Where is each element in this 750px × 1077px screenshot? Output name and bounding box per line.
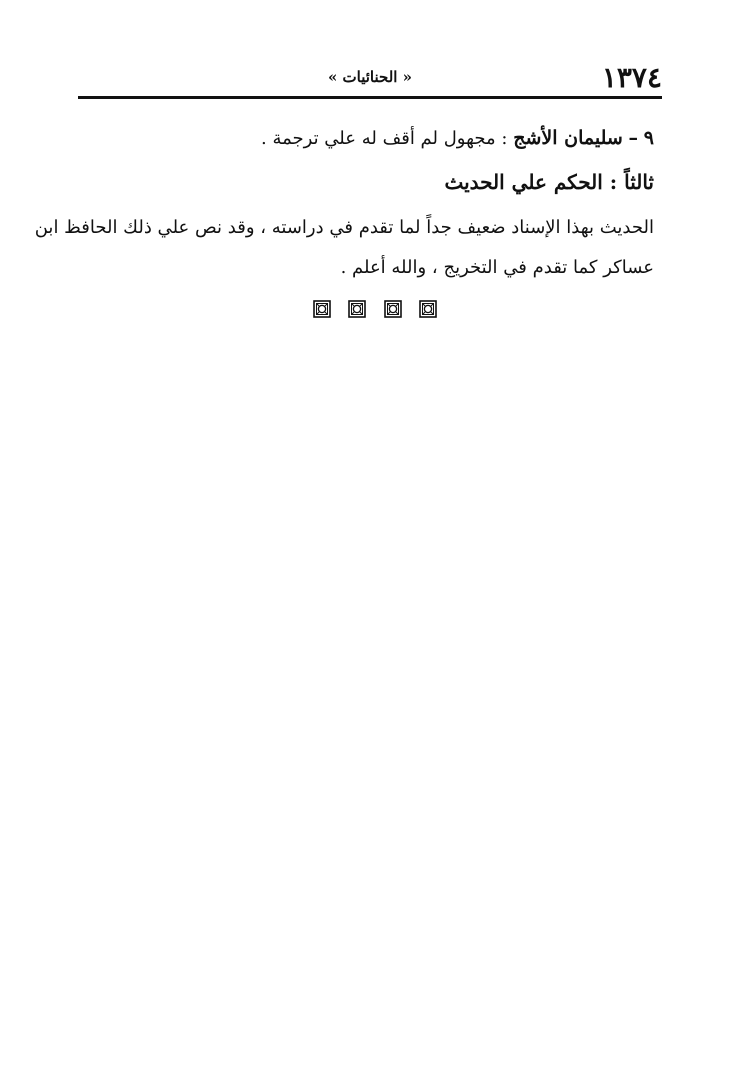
- square-knot-ornament-icon: [384, 300, 402, 318]
- section-title: الحكم علي الحديث: [444, 170, 603, 194]
- section-label: ثالثاً: [624, 170, 654, 194]
- page-number: ١٣٧٤: [601, 61, 662, 94]
- page-header: [78, 58, 662, 96]
- square-knot-ornament-icon: [419, 300, 437, 318]
- running-title: « الحنائيات »: [327, 68, 413, 86]
- narrator-entry: [78, 124, 654, 153]
- section-colon: :: [609, 170, 618, 194]
- entry-colon: :: [501, 128, 508, 149]
- paragraph-line-2: عساكر كما تقدم في التخريج ، والله أعلم .: [340, 257, 654, 278]
- entry-text: مجهول لم أقف له علي ترجمة .: [261, 128, 496, 149]
- paragraph-line-1: الحديث بهذا الإسناد ضعيف جداً لما تقدم في دراسته ، وقد نص علي ذلك الحافظ ابن: [34, 217, 654, 238]
- header-rule: [78, 96, 662, 99]
- narrator-name: سليمان الأشج: [513, 127, 623, 149]
- section-heading: [78, 168, 654, 196]
- square-knot-ornament-icon: [313, 300, 331, 318]
- square-knot-ornament-icon: [348, 300, 366, 318]
- entry-dash: –: [628, 127, 639, 149]
- section-end-ornaments: [0, 300, 750, 319]
- entry-number: ٩: [643, 127, 654, 149]
